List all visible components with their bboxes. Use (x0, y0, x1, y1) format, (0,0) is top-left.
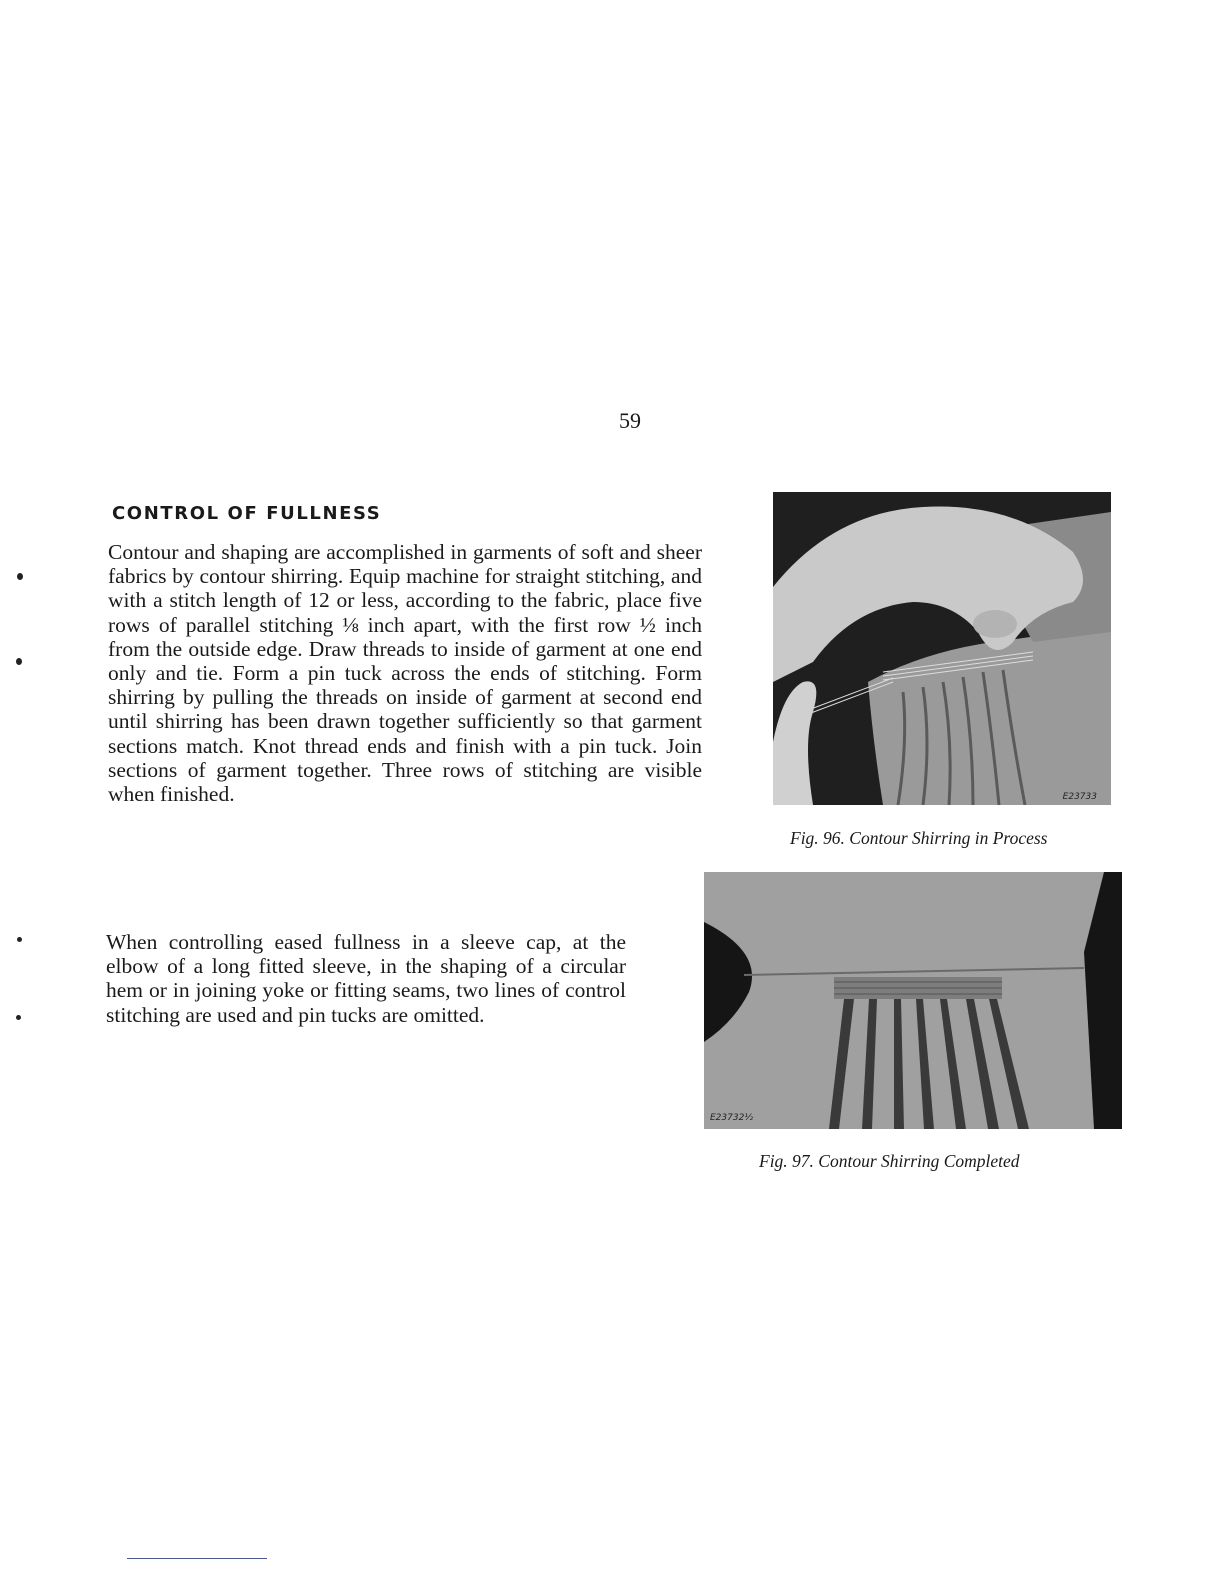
section-heading: CONTROL OF FULLNESS (112, 503, 382, 524)
margin-mark (16, 1015, 21, 1020)
margin-mark (16, 658, 22, 665)
body-paragraph-contour-shirring: Contour and shaping are accomplished in garments of soft and sheer fabrics by contour shirring. Equip machine for straight stitching, and with a stitch length of 12 or less, according to the fabric, place five rows of parallel stitching ⅛ inch apart, with the first row ½ inch from the outside edge. Draw threads to inside of garment at one end only and tie. Form a pin tuck across the ends of stitching. Form shirring by pulling the threads on inside of garment at second end until shirring has been drawn together sufficiently so that garment sections match. Knot thread ends and finish with a pin tuck. Join sections of garment together. Three rows of stitching are visible when finished. (108, 540, 702, 807)
bottom-rule (127, 1558, 267, 1559)
figure-96-photo (773, 492, 1111, 805)
figure-96-caption: Fig. 96. Contour Shirring in Process (790, 828, 1048, 848)
margin-mark (17, 937, 22, 942)
body-paragraph-eased-fullness: When controlling eased fullness in a sleeve cap, at the elbow of a long fitted sleeve, in the shaping of a circular hem or in joining yoke or fitting seams, two lines of control stitching are used and pin tucks are omitted. (106, 930, 626, 1027)
contour-shirring-completed-image (704, 872, 1122, 1129)
margin-mark (17, 573, 23, 580)
contour-shirring-in-process-image (773, 492, 1111, 805)
figure-96-code: E23733 (1062, 792, 1097, 802)
figure-97-photo (704, 872, 1122, 1129)
figure-97-code: E23732½ (710, 1113, 754, 1123)
page-number: 59 (619, 408, 641, 433)
figure-97-caption: Fig. 97. Contour Shirring Completed (759, 1151, 1020, 1171)
